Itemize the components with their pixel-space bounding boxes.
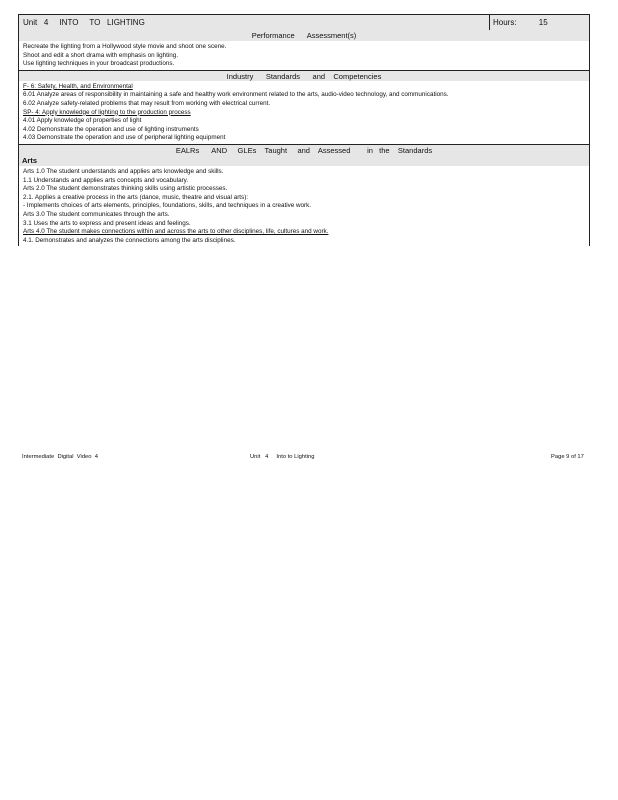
performance-section bbox=[18, 41, 590, 70]
unit-title: Unit 4 INTO TO LIGHTING bbox=[23, 18, 145, 27]
industry-line: 6.01 Analyze areas of responsibility in maintaining a safe and healthy work environment related to the arts, audio-video technology, and communications. bbox=[23, 91, 449, 99]
ealrs-line: 2.1. Applies a creative process in the arts (dance, music, theatre and visual arts): bbox=[23, 193, 249, 201]
industry-line: F- 6: Safety, Health, and Environmental bbox=[23, 82, 133, 90]
curriculum-document bbox=[18, 14, 590, 246]
performance-line: Recreate the lighting from a Hollywood style movie and shoot one scene. bbox=[23, 43, 227, 50]
ealrs-line: - Implements choices of arts elements, principles, foundations, skills, and techniques in a creative work. bbox=[23, 202, 312, 210]
industry-line: 4.03 Demonstrate the operation and use of peripheral lighting equipment bbox=[23, 134, 226, 142]
ealrs-line: Arts 2.0 The student demonstrates thinking skills using artistic processes. bbox=[23, 185, 228, 193]
footer-course: Intermediate Digital Video 4 bbox=[22, 454, 98, 460]
footer-unit: Unit 4 Into to Lighting bbox=[250, 454, 315, 460]
ealrs-line: Arts 1.0 The student understands and applies arts knowledge and skills. bbox=[23, 167, 224, 175]
footer-page-number: Page 9 of 17 bbox=[551, 454, 584, 460]
hours-cell bbox=[489, 15, 548, 30]
hours-label: Hours: bbox=[493, 18, 517, 27]
industry-line: SP- 4: Apply knowledge of lighting to the production process bbox=[23, 108, 191, 116]
industry-section bbox=[18, 81, 590, 144]
industry-line: 4.02 Demonstrate the operation and use of lighting instruments bbox=[23, 125, 199, 133]
ealrs-line: 3.1 Uses the arts to express and present ideas and feelings. bbox=[23, 219, 191, 227]
ealrs-line: Arts 4.0 The student makes connections within and across the arts to other disciplines, life, cultures and work. bbox=[23, 228, 329, 236]
ealrs-line: Arts 3.0 The student communicates through the arts. bbox=[23, 210, 170, 218]
ealrs-line: 1.1 Understands and applies arts concepts and vocabulary. bbox=[23, 176, 189, 184]
performance-line: Use lighting techniques in your broadcast productions. bbox=[23, 60, 175, 68]
ealrs-heading: EALRs AND GLEs Taught and Assessed in the Standards bbox=[18, 144, 590, 155]
hours-value: 15 bbox=[538, 18, 548, 27]
performance-line: Shoot and edit a short drama with emphasis on lighting. bbox=[23, 51, 179, 59]
ealrs-subject: Arts bbox=[18, 155, 590, 166]
performance-heading: Performance Assessment(s) bbox=[18, 30, 590, 41]
unit-header-row bbox=[18, 14, 590, 30]
industry-heading: Industry Standards and Competencies bbox=[18, 70, 590, 81]
industry-line: 4.01 Apply knowledge of properties of light bbox=[23, 117, 142, 125]
industry-line: 6.02 Analyze safety-related problems that may result from working with electrical current. bbox=[23, 99, 271, 107]
ealrs-section bbox=[18, 166, 590, 246]
ealrs-line: 4.1. Demonstrates and analyzes the connections among the arts disciplines. bbox=[23, 236, 236, 244]
